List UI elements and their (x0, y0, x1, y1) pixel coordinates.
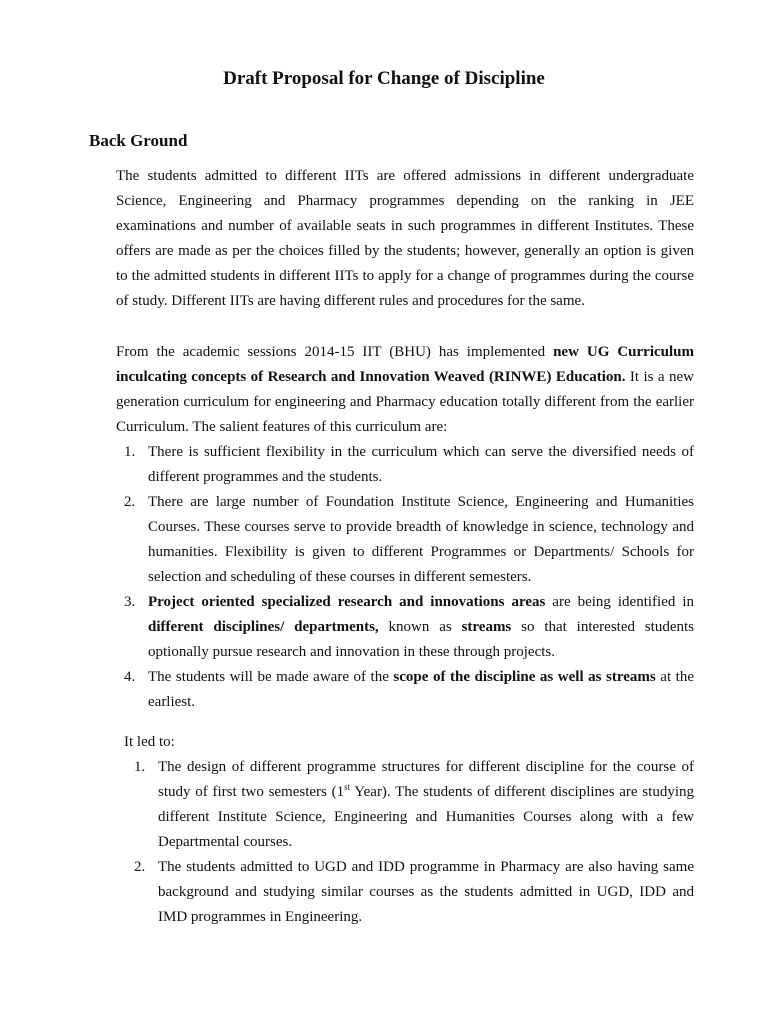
curriculum-paragraph (116, 340, 694, 440)
list-item (124, 755, 694, 855)
list-item-text: There is sufficient flexibility in the curriculum which can serve the diversified needs of different programmes and the students. (148, 444, 694, 485)
list-item-text: The students admitted to UGD and IDD programme in Pharmacy are also having same background and studying similar courses as the students admitted in UGD, IDD and IMD programmes in Engineering. (158, 859, 694, 925)
list-number: 2. (134, 859, 146, 875)
list-number: 4. (124, 669, 136, 685)
list-item-text: are being identified in (545, 594, 694, 610)
list-item-text: There are large number of Foundation Institute Science, Engineering and Humanities Courses. These courses serve to provide breadth of knowledge in science, technology and humanities. Flexibility is given to different Programmes or Departments/ Schools for selection and scheduling of these courses in different semesters. (148, 494, 694, 585)
paragraph-text: It is a new generation curriculum for engineering and Pharmacy education totally different from the earlier Curriculum. The salient features of this curriculum are: (116, 369, 694, 435)
list-item-text: Year). The students of different disciplines are studying different Institute Science, Engineering and Humanities Courses along with a few Departmental courses. (158, 784, 694, 850)
list-number: 1. (134, 759, 146, 775)
paragraph-text: From the academic sessions 2014-15 IIT (BHU) has implemented (116, 344, 554, 360)
list-item-text: The students will be made aware of the (148, 669, 394, 685)
list-item-text: so that interested students optionally pursue research and innovation in these through projects. (148, 619, 694, 660)
list-item-text: at the earliest. (148, 669, 694, 710)
list-item-bold-text: different disciplines/ departments, (148, 619, 379, 635)
document-title: Draft Proposal for Change of Discipline (223, 68, 545, 89)
outcomes-list (124, 755, 694, 930)
paragraph-bold-text: new UG Curriculum inculcating concepts of Research and Innovation Weaved (RINWE) Education. (116, 344, 694, 385)
list-number: 3. (124, 594, 136, 610)
list-item (116, 590, 694, 665)
features-list (116, 440, 694, 715)
superscript: st (344, 782, 351, 792)
list-item-text: The design of different programme structures for different discipline for the course of study of first two semesters (1 (158, 759, 694, 800)
list-number: 1. (124, 444, 136, 460)
list-item-bold-text: scope of the discipline as well as streams (393, 669, 656, 685)
list-item-text: known as (378, 619, 462, 635)
background-paragraph: The students admitted to different IITs are offered admissions in different undergraduate Science, Engineering and Pharmacy programmes depending on the ranking in JEE examinations and number of available seats in such programmes in different Institutes. These offers are made as per the choices filled by the students; however, generally an option is given to the admitted students in different IITs to apply for a change of programmes during the course of study. Different IITs are having different rules and procedures for the same. (116, 168, 694, 309)
section-heading: Back Ground (89, 131, 188, 150)
list-item-bold-text: Project oriented specialized research and innovations areas (148, 594, 546, 610)
list-item (116, 440, 694, 490)
list-item-bold-text: streams (461, 619, 512, 635)
list-number: 2. (124, 494, 136, 510)
list-item (116, 665, 694, 715)
list-item (116, 490, 694, 590)
list-item (124, 855, 694, 930)
led-to-label: It led to: (124, 734, 175, 750)
